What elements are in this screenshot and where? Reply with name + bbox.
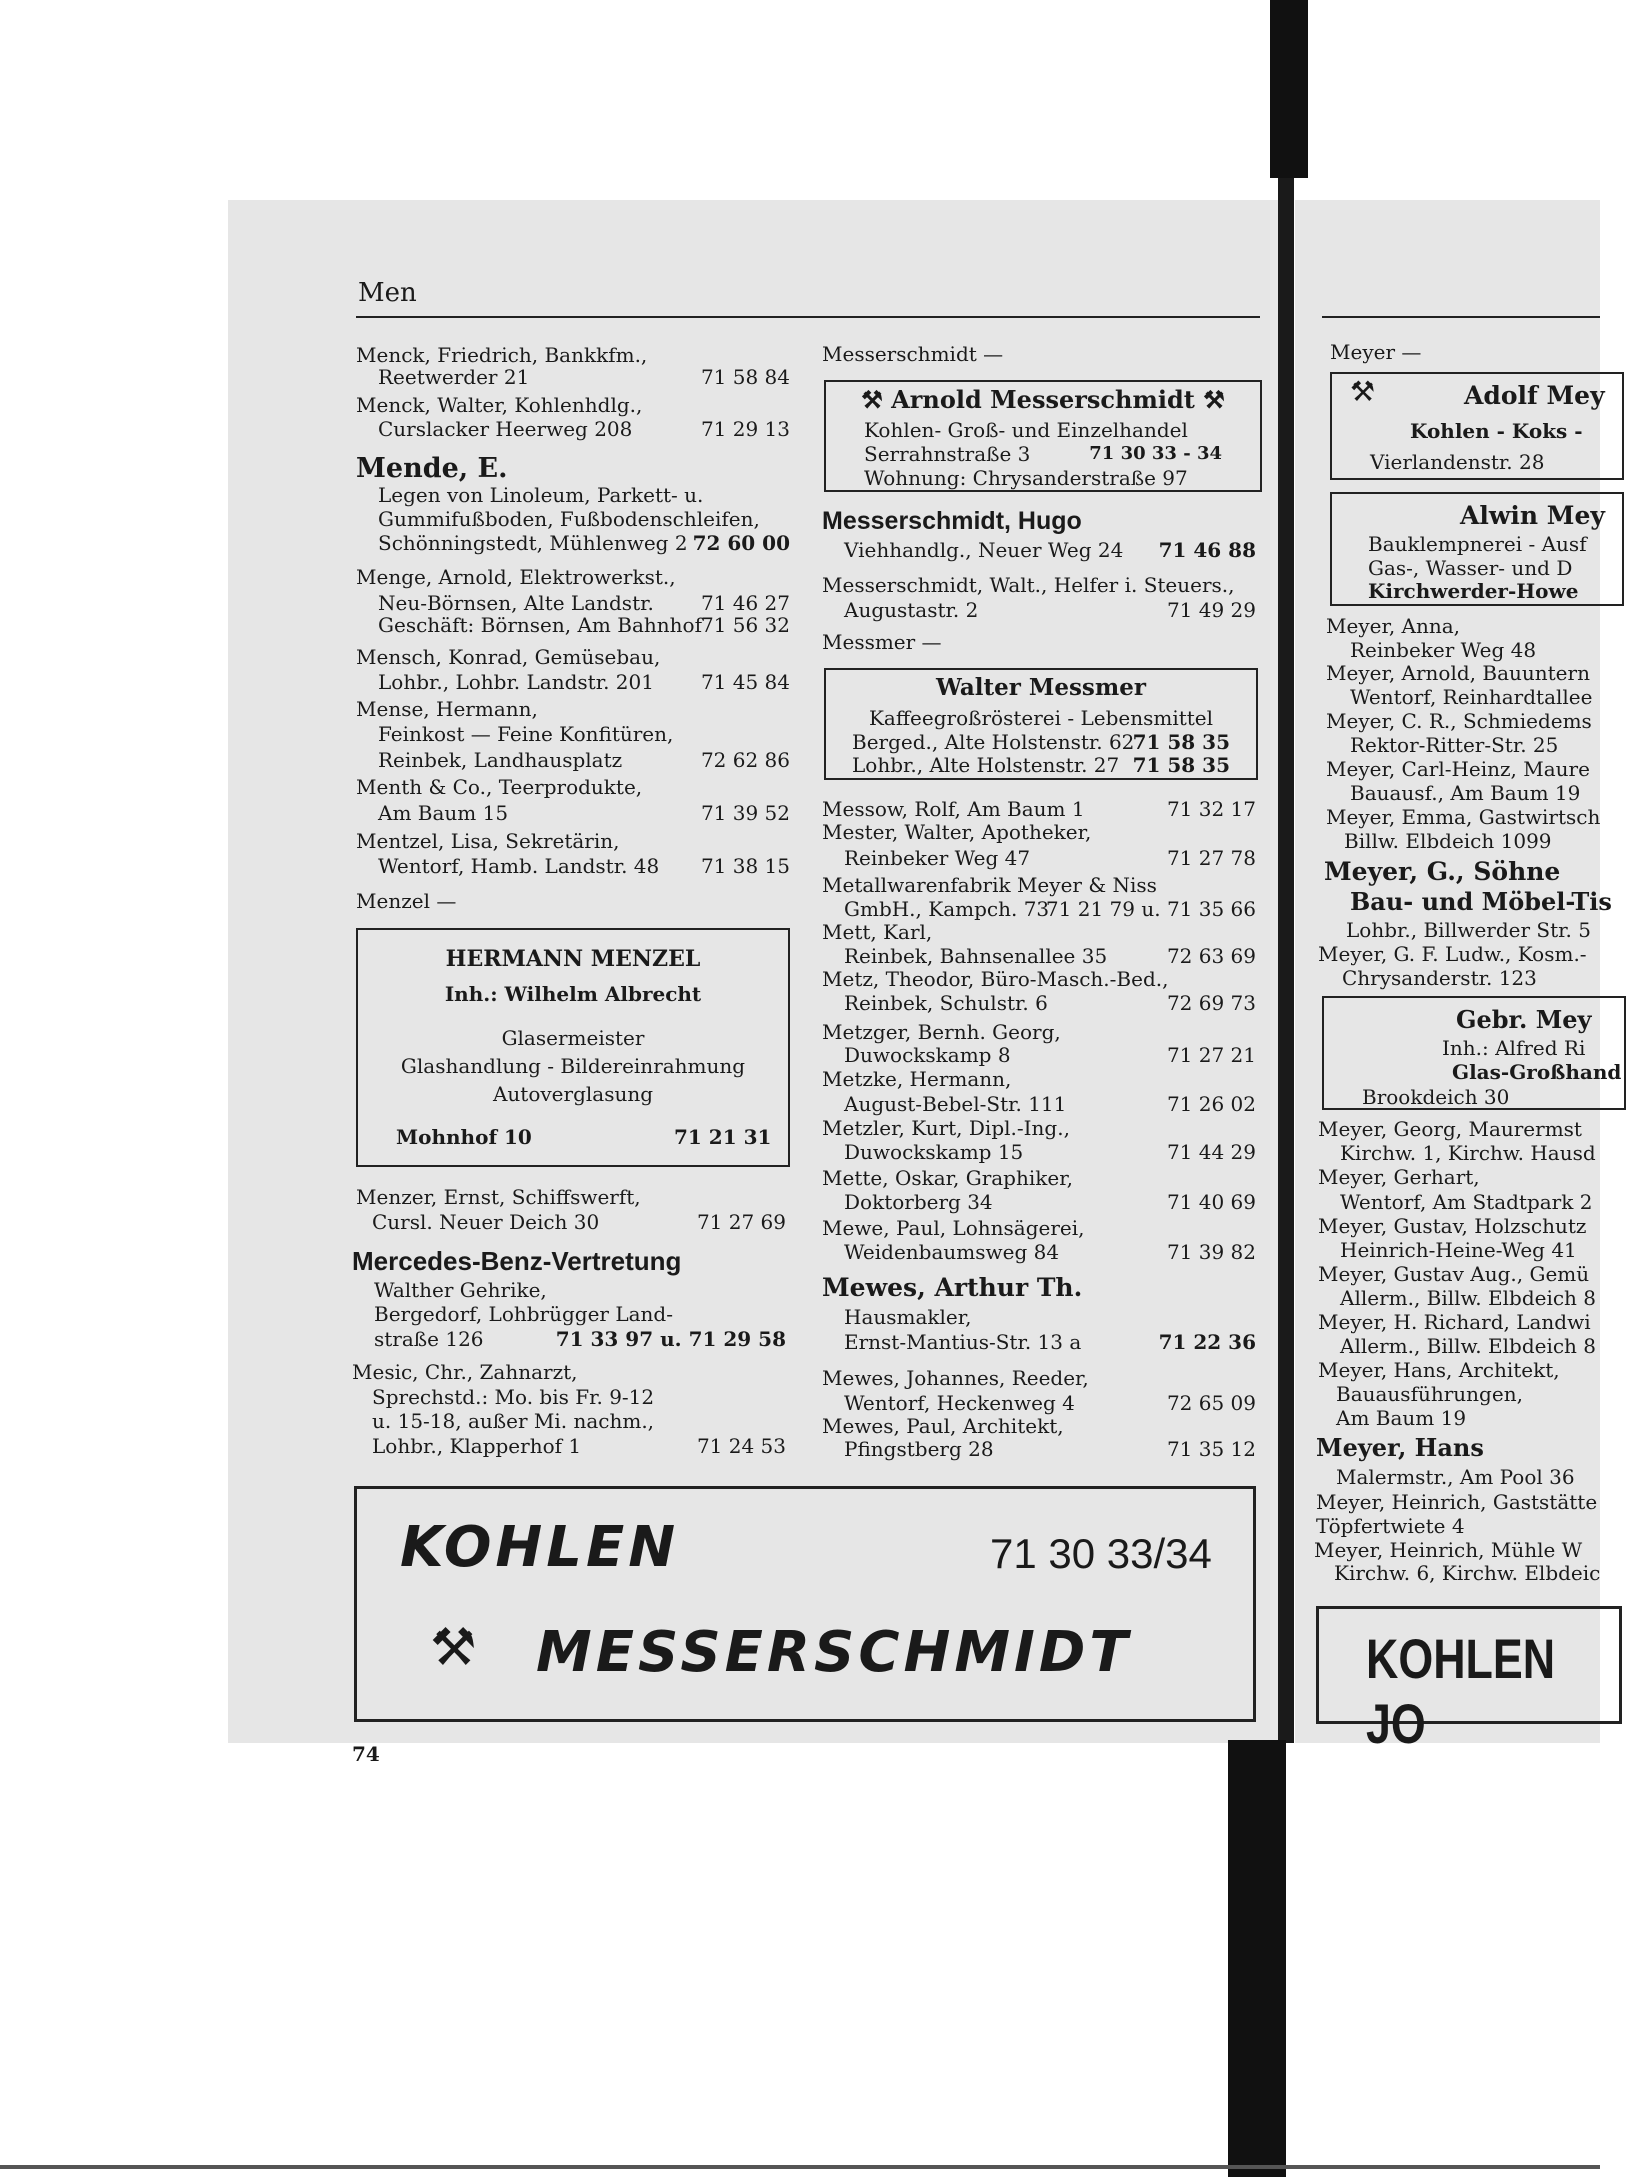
entry-line: Mensch, Konrad, Gemüsebau,: [356, 645, 661, 669]
phone-number: 71 27 21: [1166, 1043, 1256, 1067]
phone-number: 71 30 33 - 34: [1089, 443, 1222, 464]
phone-number: 71 39 52: [700, 801, 790, 825]
ad-line: Kaffeegroßrösterei - Lebensmittel: [868, 706, 1214, 730]
ad-line: Kirchwerder-Howe: [1368, 579, 1579, 603]
hammer-pick-icon: ⚒: [1350, 375, 1376, 408]
phone-number: 71 39 82: [1166, 1240, 1256, 1264]
entry-line: Meyer, G. F. Ludw., Kosm.-: [1318, 942, 1587, 966]
scan-edge: [0, 2165, 1600, 2169]
phone-number: 71 56 32: [700, 613, 790, 637]
entry-line: Meyer, Georg, Maurermst: [1318, 1117, 1582, 1141]
entry-address: Am Baum 15: [378, 801, 509, 825]
entry-line: [844, 991, 1256, 1015]
ad-line: Kohlen- Groß- und Einzelhandel: [864, 418, 1188, 442]
entry-line: [844, 1043, 1256, 1067]
ad-line: Gas-, Wasser- und D: [1368, 556, 1573, 580]
entry-line: Mette, Oskar, Graphiker,: [822, 1166, 1073, 1190]
entry-line: [378, 531, 790, 555]
entry-address: Viehhandlg., Neuer Weg 24: [844, 538, 1124, 562]
section-heading: Menzel —: [356, 889, 457, 913]
section-heading: Messmer —: [822, 630, 942, 654]
entry-line: Metzger, Bernh. Georg,: [822, 1020, 1061, 1044]
entry-line: Meyer, Emma, Gastwirtsch: [1326, 805, 1601, 829]
entry-heading: Mende, E.: [356, 453, 508, 484]
ad-company-label: Arnold Messerschmidt: [891, 385, 1195, 414]
entry-line: [844, 846, 1256, 870]
header-rule-right: [1322, 316, 1600, 318]
entry-line: [844, 897, 1256, 921]
entry-line: Kirchw. 1, Kirchw. Hausd: [1340, 1141, 1596, 1165]
entry-line: [844, 538, 1256, 562]
section-heading: Meyer —: [1330, 340, 1422, 364]
binding-spine-bottom: [1228, 1740, 1286, 2177]
entry-address: Schönningstedt, Mühlenweg 2: [378, 531, 688, 555]
phone-number: 72 63 69: [1166, 944, 1256, 968]
entry-line: Feinkost — Feine Konfitüren,: [378, 722, 674, 746]
entry-line: Lohbr., Billwerder Str. 5: [1346, 918, 1591, 942]
entry-line: [844, 1140, 1256, 1164]
entry-line: Menzer, Ernst, Schiffswerft,: [356, 1185, 641, 1209]
entry-line: [844, 1240, 1256, 1264]
ad-address: Berged., Alte Holstenstr. 62: [852, 730, 1135, 754]
entry-address: Reetwerder 21: [378, 365, 530, 389]
entry-line: Metz, Theodor, Büro-Masch.-Bed.,: [822, 967, 1169, 991]
ad-company-name: [824, 384, 1262, 416]
entry-address: Doktorberg 34: [844, 1190, 993, 1214]
entry-line: u. 15-18, außer Mi. nachm.,: [372, 1409, 655, 1433]
running-head: Men: [358, 278, 417, 308]
ad-headline: KOHLEN: [400, 1515, 680, 1580]
entry-line: Metallwarenfabrik Meyer & Niss: [822, 873, 1157, 897]
entry-line: Sprechstd.: Mo. bis Fr. 9-12: [372, 1385, 655, 1409]
entry-line: Reinbeker Weg 48: [1350, 638, 1537, 662]
entry-heading: Mercedes-Benz-Vertretung: [352, 1246, 682, 1276]
entry-line: [378, 748, 790, 772]
ad-headline: KOHLEN JO: [1366, 1627, 1556, 1755]
entry-line: Meyer, Anna,: [1326, 614, 1461, 638]
entry-address: Weidenbaumsweg 84: [844, 1240, 1060, 1264]
entry-line: [378, 670, 790, 694]
entry-address: Ernst-Mantius-Str. 13 a: [844, 1330, 1082, 1354]
entry-line: Rektor-Ritter-Str. 25: [1350, 733, 1559, 757]
ad-line: Bauklempnerei - Ausf: [1368, 532, 1587, 556]
phone-number: 71 58 35: [1132, 753, 1230, 777]
entry-line: Meyer, Gerhart,: [1318, 1165, 1480, 1189]
binding-spine-top: [1270, 0, 1308, 178]
phone-number: 71 58 84: [700, 365, 790, 389]
entry-address: August-Bebel-Str. 111: [844, 1092, 1067, 1116]
ad-company-name: Gebr. Mey: [1456, 1005, 1592, 1034]
entry-address: Pfingstberg 28: [844, 1437, 994, 1461]
entry-line: Mense, Hermann,: [356, 697, 538, 721]
entry-line: Malermstr., Am Pool 36: [1336, 1465, 1575, 1489]
ad-company-name: Walter Messmer: [936, 674, 1146, 701]
phone-number: 71 24 53: [696, 1434, 786, 1458]
phone-number: 71 58 35: [1132, 730, 1230, 754]
entry-line: Meyer, Hans, Architekt,: [1318, 1358, 1560, 1382]
entry-address: straße 126: [374, 1327, 484, 1351]
entry-line: Heinrich-Heine-Weg 41: [1340, 1238, 1577, 1262]
phone-number: 71 29 13: [700, 417, 790, 441]
entry-address: Reinbeker Weg 47: [844, 846, 1031, 870]
entry-address: GmbH., Kampch. 73: [844, 897, 1050, 921]
entry-line: [378, 417, 790, 441]
ad-address: Lohbr., Alte Holstenstr. 27: [852, 753, 1120, 777]
ad-line: Vierlandenstr. 28: [1370, 450, 1545, 474]
entry-line: Bauausf., Am Baum 19: [1350, 781, 1581, 805]
ad-line: Glasermeister: [501, 1026, 645, 1050]
entry-address: Curslacker Heerweg 208: [378, 417, 633, 441]
entry-line: Gummifußboden, Fußbodenschleifen,: [378, 507, 760, 531]
entry-line: [378, 854, 790, 878]
phone-number: 71 49 29: [1166, 598, 1256, 622]
ad-address: Serrahnstraße 3: [864, 442, 1031, 466]
phone-number: 72 65 09: [1166, 1391, 1256, 1415]
entry-heading: Messerschmidt, Hugo: [822, 507, 1082, 535]
ad-line: Glas-Großhand: [1452, 1060, 1622, 1084]
entry-line: Wentorf, Reinhardtallee: [1350, 685, 1593, 709]
entry-line: Hausmakler,: [844, 1305, 972, 1329]
entry-line: [844, 1092, 1256, 1116]
section-heading: Messerschmidt —: [822, 342, 1004, 366]
entry-line: [822, 797, 1256, 821]
hammer-pick-icon: ⚒: [1203, 385, 1225, 414]
entry-heading: Meyer, G., Söhne: [1324, 857, 1561, 886]
entry-line: [844, 598, 1256, 622]
page-number: 74: [352, 1742, 380, 1766]
ad-line: Inh.: Alfred Ri: [1442, 1036, 1586, 1060]
entry-line: [378, 365, 790, 389]
entry-line: Meyer, Heinrich, Gaststätte: [1316, 1490, 1598, 1514]
ad-line: Autoverglasung: [492, 1082, 654, 1106]
ad-company-name: Adolf Mey: [1464, 381, 1605, 410]
binding-spine: [1278, 178, 1294, 1743]
entry-line: [378, 613, 790, 637]
ad-line: [864, 442, 1222, 466]
entry-line: [374, 1327, 786, 1351]
phone-number: 71 26 02: [1166, 1092, 1256, 1116]
phone-number: 71 30 33/34: [990, 1530, 1212, 1577]
hammer-pick-icon: ⚒: [861, 385, 883, 414]
phone-number: 71 21 31: [674, 1125, 772, 1149]
entry-line: Menck, Walter, Kohlenhdlg.,: [356, 393, 643, 417]
ad-owner: Inh.: Wilhelm Albrecht: [444, 982, 702, 1006]
entry-address: Messow, Rolf, Am Baum 1: [822, 797, 1085, 821]
entry-line: Mewes, Johannes, Reeder,: [822, 1366, 1089, 1390]
ad-line: Glashandlung - Bildereinrahmung: [400, 1054, 746, 1078]
entry-line: Töpfertwiete 4: [1316, 1514, 1465, 1538]
entry-line: Metzke, Hermann,: [822, 1067, 1012, 1091]
phone-number: 71 27 78: [1166, 846, 1256, 870]
entry-line: Mentzel, Lisa, Sekretärin,: [356, 829, 620, 853]
entry-line: Bauausführungen,: [1336, 1382, 1523, 1406]
entry-line: [372, 1434, 786, 1458]
entry-line: Chrysanderstr. 123: [1342, 966, 1537, 990]
entry-address: Duwockskamp 15: [844, 1140, 1024, 1164]
phone-number: 71 46 88: [1158, 538, 1256, 562]
entry-heading: Mewes, Arthur Th.: [822, 1273, 1083, 1302]
entry-address: Cursl. Neuer Deich 30: [372, 1210, 600, 1234]
entry-address: Geschäft: Börnsen, Am Bahnhof: [378, 613, 702, 637]
phone-number: 71 44 29: [1166, 1140, 1256, 1164]
entry-line: [844, 1190, 1256, 1214]
entry-line: [844, 1330, 1256, 1354]
phone-number: 71 35 12: [1166, 1437, 1256, 1461]
phone-number: 72 69 73: [1166, 991, 1256, 1015]
ad-line: [852, 753, 1230, 777]
entry-line: Wentorf, Am Stadtpark 2: [1340, 1190, 1593, 1214]
entry-address: Lohbr., Klapperhof 1: [372, 1434, 582, 1458]
entry-line: Metzler, Kurt, Dipl.-Ing.,: [822, 1116, 1070, 1140]
entry-line: Allerm., Billw. Elbdeich 8: [1340, 1286, 1597, 1310]
phone-number: 71 32 17: [1166, 797, 1256, 821]
entry-address: Wentorf, Hamb. Landstr. 48: [378, 854, 660, 878]
entry-line: Mewe, Paul, Lohnsägerei,: [822, 1216, 1085, 1240]
phone-number: 71 27 69: [696, 1210, 786, 1234]
entry-line: Kirchw. 6, Kirchw. Elbdeic: [1334, 1561, 1601, 1585]
phone-number: 71 33 97 u. 71 29 58: [555, 1327, 786, 1351]
entry-line: [378, 591, 790, 615]
ad-line: Wohnung: Chrysanderstraße 97: [864, 466, 1188, 490]
entry-line: Meyer, Carl-Heinz, Maure: [1326, 757, 1590, 781]
entry-line: [844, 1437, 1256, 1461]
header-rule: [356, 316, 1260, 318]
entry-address: Augustastr. 2: [844, 598, 979, 622]
phone-number: 71 46 27: [700, 591, 790, 615]
entry-line: [844, 1391, 1256, 1415]
phone-number: 71 22 36: [1158, 1330, 1256, 1354]
entry-line: [844, 944, 1256, 968]
phone-number: 72 60 00: [692, 531, 790, 555]
entry-line: Legen von Linoleum, Parkett- u.: [378, 483, 704, 507]
ad-company-name: Alwin Mey: [1460, 501, 1605, 530]
ad-line: [852, 730, 1230, 754]
entry-line: Meyer, Arnold, Bauuntern: [1326, 661, 1590, 685]
ad-company-name: MESSERSCHMIDT: [536, 1620, 1132, 1685]
entry-line: Menge, Arnold, Elektrowerkst.,: [356, 565, 676, 589]
ad-line: Kohlen - Koks -: [1410, 419, 1583, 443]
entry-address: Neu-Börnsen, Alte Landstr.: [378, 591, 654, 615]
entry-heading: Meyer, Hans: [1316, 1433, 1484, 1462]
entry-line: Mewes, Paul, Architekt,: [822, 1414, 1064, 1438]
entry-address: Duwockskamp 8: [844, 1043, 1011, 1067]
entry-heading: Bau- und Möbel-Tis: [1350, 887, 1612, 916]
entry-line: Messerschmidt, Walt., Helfer i. Steuers.,: [822, 573, 1235, 597]
entry-line: Meyer, Gustav Aug., Gemü: [1318, 1262, 1590, 1286]
entry-address: Reinbek, Schulstr. 6: [844, 991, 1048, 1015]
entry-line: Mester, Walter, Apotheker,: [822, 820, 1092, 844]
entry-line: Billw. Elbdeich 1099: [1344, 829, 1552, 853]
entry-line: Bergedorf, Lohbrügger Land-: [374, 1302, 673, 1326]
entry-line: Menth & Co., Teerprodukte,: [356, 775, 643, 799]
entry-line: Mesic, Chr., Zahnarzt,: [352, 1360, 578, 1384]
phone-number: 72 62 86: [700, 748, 790, 772]
entry-line: Meyer, Heinrich, Mühle W: [1314, 1538, 1583, 1562]
entry-address: Reinbek, Bahnsenallee 35: [844, 944, 1108, 968]
phone-number: 71 21 79 u. 71 35 66: [1045, 897, 1256, 921]
entry-line: Am Baum 19: [1336, 1406, 1467, 1430]
entry-line: [372, 1210, 786, 1234]
entry-line: Meyer, H. Richard, Landwi: [1318, 1310, 1591, 1334]
phone-number: 71 45 84: [700, 670, 790, 694]
phone-number: 71 40 69: [1166, 1190, 1256, 1214]
entry-address: Wentorf, Heckenweg 4: [844, 1391, 1075, 1415]
entry-line: Meyer, Gustav, Holzschutz: [1318, 1214, 1587, 1238]
entry-line: Meyer, C. R., Schmiedems: [1326, 709, 1592, 733]
ad-address: Mohnhof 10: [396, 1125, 532, 1149]
phone-number: 71 38 15: [700, 854, 790, 878]
entry-line: Walther Gehrike,: [374, 1278, 547, 1302]
entry-address: Lohbr., Lohbr. Landstr. 201: [378, 670, 654, 694]
ad-line: Brookdeich 30: [1362, 1085, 1510, 1109]
entry-address: Reinbek, Landhausplatz: [378, 748, 623, 772]
entry-line: Allerm., Billw. Elbdeich 8: [1340, 1334, 1597, 1358]
ad-company-name: HERMANN MENZEL: [445, 946, 701, 972]
entry-line: Menck, Friedrich, Bankkfm.,: [356, 343, 648, 367]
hammer-pick-icon: ⚒: [430, 1618, 477, 1678]
entry-line: Mett, Karl,: [822, 920, 933, 944]
entry-line: [378, 801, 790, 825]
